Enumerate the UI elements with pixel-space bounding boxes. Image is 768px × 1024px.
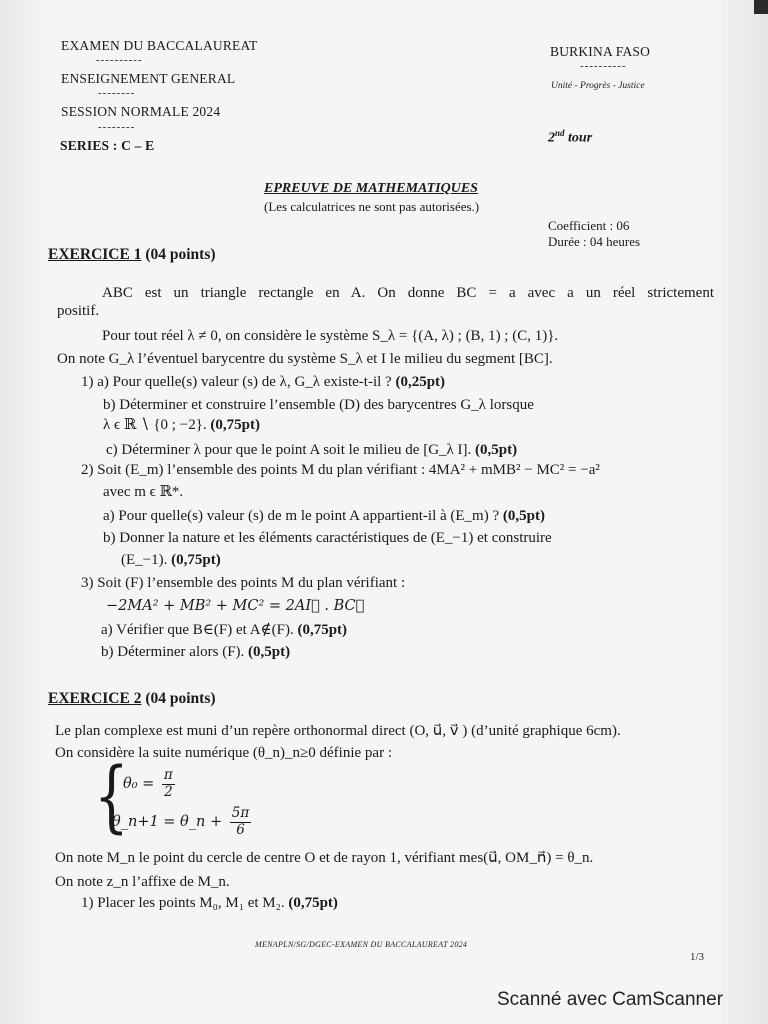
ex1-q2a: a) Pour quelle(s) valeur (s) de m le point A appartient-il à (E_m) ? (0,5pt) [103,508,545,524]
ex2-paragraph-3: On note M_n le point du cercle de centre O et de rayon 1, vérifiant mes(u⃗, OM_n⃗) = θ_n. [55,850,594,866]
page-title: EPREUVE DE MATHEMATIQUES [264,181,478,196]
duree: Durée : 04 heures [548,234,641,249]
ex1-q1a: 1) a) Pour quelle(s) valeur (s) de λ, G_λ existe-t-il ? (0,25pt) [81,374,446,390]
ex1-q3-equation: −2MA² + MB² + MC² = 2AI⃗ . BC⃗ [106,598,365,614]
ex1-q1b-line1: b) Déterminer et construire l’ensemble (D) des barycentres G_λ lorsque [103,397,534,413]
ex1-paragraph-2: Pour tout réel λ ≠ 0, on considère le système S_λ = {(A, λ) ; (B, 1) ; (C, 1)}. [102,328,559,344]
ex1-q2-domain: avec m ϵ ℝ*. [103,484,184,500]
system-brace: { [94,752,129,842]
theta0-definition: θ₀ = $\frac{\pi}{2}$ [123,767,173,800]
coefficient: Coefficient : 06 [548,218,630,233]
ex1-paragraph-1a: ABC est un triangle rectangle en A. On donne BC = a avec a un réel strictement [102,285,714,301]
header-separator: -------- [98,121,136,133]
ex1-q2b-line2: (E_−1). (0,75pt) [121,552,221,568]
ex2-paragraph-1: Le plan complexe est muni d’un repère orthonormal direct (O, u⃗, v⃗ ) (d’unité graphique 6cm). [55,723,621,739]
ex2-q1: 1) Placer les points M₀, M₁ et M₂. (0,75pt) [81,895,338,911]
ex1-q3: 3) Soit (F) l’ensemble des points M du plan vérifiant : [81,575,406,591]
ex1-q2: 2) Soit (E_m) l’ensemble des points M du plan vérifiant : 4MA² + mMB² − MC² = −a² [81,462,600,478]
ex1-paragraph-1b: positif. [57,303,100,319]
page-number: 1/3 [690,951,705,963]
header-separator: -------- [98,87,136,99]
header-series: SERIES : C – E [60,138,155,153]
ex1-heading: EXERCICE 1 (04 points) [48,246,216,263]
ex1-q3b: b) Déterminer alors (F). (0,5pt) [101,644,291,660]
thetan-recurrence: θ_n+1 = θ_n + $\frac{5\pi}{6}$ [112,805,250,838]
header-session: SESSION NORMALE 2024 [61,104,221,119]
header-separator: ---------- [580,60,627,72]
thetan-denominator: 6 [236,821,245,838]
header-exam-title: EXAMEN DU BACCALAUREAT [61,38,258,53]
ex1-q2b-line1: b) Donner la nature et les éléments caractéristiques de (E_−1) et construire [103,530,552,546]
header-separator: ---------- [96,54,143,66]
header-enseignement: ENSEIGNEMENT GENERAL [61,71,236,86]
ex2-heading: EXERCICE 2 (04 points) [48,690,216,707]
theta0-numerator: π [163,767,173,783]
ex2-paragraph-4: On note z_n l’affixe de M_n. [55,874,230,890]
scan-corner-mark [754,0,768,14]
ex2-paragraph-2: On considère la suite numérique (θ_n)_n≥0 définie par : [55,745,392,761]
header-country: BURKINA FASO [550,44,651,59]
page-subtitle: (Les calculatrices ne sont pas autorisées.) [264,199,480,214]
ex1-q1b-line2: λ ϵ ℝ ∖ {0 ; −2}. (0,75pt) [103,417,260,433]
footer-reference: MENAPLN/SG/DGEC-EXAMEN DU BACCALAUREAT 2024 [255,940,468,949]
thetan-numerator: 5π [231,805,250,821]
header-tour: 2nd tour [548,128,593,146]
camscanner-watermark: Scanné avec CamScanner [497,989,724,1010]
ex1-paragraph-3: On note G_λ l’éventuel barycentre du système S_λ et I le milieu du segment [BC]. [57,351,553,367]
header-motto: Unité - Progrès - Justice [551,81,645,91]
ex1-q1c: c) Déterminer λ pour que le point A soit le milieu de [G_λ I]. (0,5pt) [106,442,518,458]
ex1-q3a: a) Vérifier que B∈(F) et A∉(F). (0,75pt) [101,622,348,638]
theta0-denominator: 2 [164,783,173,800]
